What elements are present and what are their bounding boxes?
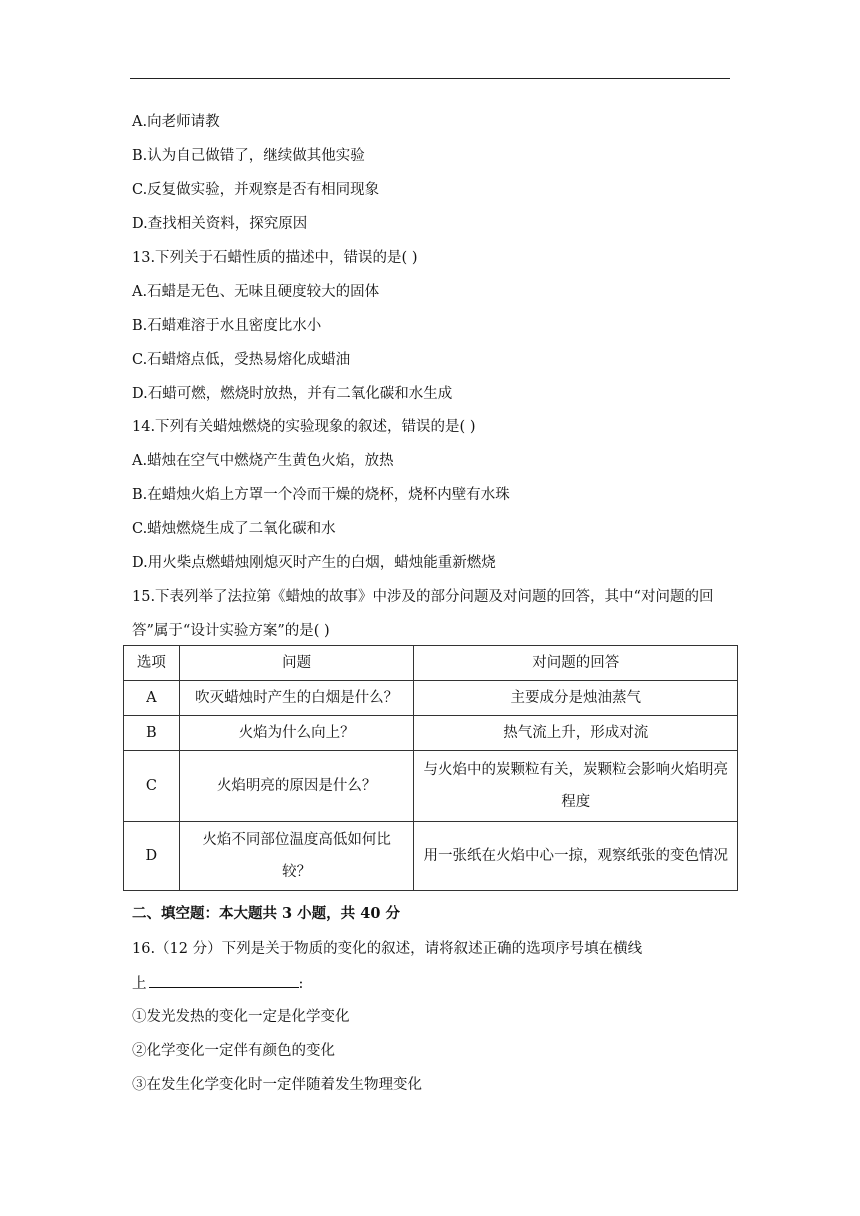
header-option: 选项 (124, 646, 180, 681)
q14-option-a: A.蜡烛在空气中燃烧产生黄色火焰，放热 (132, 453, 394, 469)
q16-item-3: ③在发生化学变化时一定伴随着发生物理变化 (132, 1077, 422, 1093)
q13-option-b: B.石蜡难溶于水且密度比水小 (132, 318, 322, 334)
row-option: A (124, 681, 180, 716)
q12-option-b: B.认为自己做错了，继续做其他实验 (132, 148, 365, 164)
row-option: B (124, 716, 180, 751)
q14-option-b: B.在蜡烛火焰上方罩一个冷而干燥的烧杯，烧杯内壁有水珠 (132, 487, 510, 503)
table-row (124, 822, 738, 891)
table-row (124, 751, 738, 822)
header-answer: 对问题的回答 (414, 646, 738, 681)
q13-stem: 13.下列关于石蜡性质的描述中，错误的是( ) (132, 250, 418, 266)
row-answer: 热气流上升，形成对流 (414, 716, 738, 751)
blank-suffix: : (298, 976, 304, 992)
q12-option-d: D.查找相关资料，探究原因 (132, 216, 308, 232)
row-option: D (124, 822, 180, 891)
question-line: 较？ (282, 864, 312, 880)
q16-item-2: ②化学变化一定伴有颜色的变化 (132, 1043, 335, 1059)
table-row (124, 681, 738, 716)
row-question: 火焰明亮的原因是什么？ (179, 751, 414, 822)
q12-option-a: A.向老师请教 (132, 114, 220, 130)
header-rule (130, 78, 730, 79)
row-answer: 用一张纸在火焰中心一掠，观察纸张的变色情况 (414, 822, 738, 891)
q15-stem-line1: 15.下表列举了法拉第《蜡烛的故事》中涉及的部分问题及对问题的回答，其中“对问题的回 (132, 589, 714, 605)
row-answer: 主要成分是烛油蒸气 (414, 681, 738, 716)
row-question: 吹灭蜡烛时产生的白烟是什么？ (179, 681, 414, 716)
header-question: 问题 (179, 646, 414, 681)
q15-stem-line2: 答”属于“设计实验方案”的是( ) (132, 623, 330, 639)
answer-line: 程度 (561, 794, 591, 810)
table-row (124, 716, 738, 751)
question-line: 火焰不同部位温度高低如何比 (202, 832, 391, 848)
blank-prefix: 上 (132, 976, 147, 992)
q14-option-d: D.用火柴点燃蜡烛刚熄灭时产生的白烟，蜡烛能重新燃烧 (132, 555, 496, 571)
q16-item-1: ①发光发热的变化一定是化学变化 (132, 1009, 350, 1025)
row-option: C (124, 751, 180, 822)
q13-option-c: C.石蜡熔点低，受热易熔化成蜡油 (132, 352, 351, 368)
row-answer (414, 751, 738, 822)
q13-option-a: A.石蜡是无色、无味且硬度较大的固体 (132, 284, 380, 300)
q14-option-c: C.蜡烛燃烧生成了二氧化碳和水 (132, 521, 336, 537)
answer-blank[interactable] (149, 973, 299, 988)
q13-option-d: D.石蜡可燃，燃烧时放热，并有二氧化碳和水生成 (132, 386, 453, 402)
table-header-row (124, 646, 738, 681)
q15-table (123, 645, 738, 891)
q16-stem: 16.（12 分）下列是关于物质的变化的叙述，请将叙述正确的选项序号填在横线 (132, 941, 643, 957)
q14-stem: 14.下列有关蜡烛燃烧的实验现象的叙述，错误的是( ) (132, 419, 476, 435)
q16-blank-line (132, 973, 303, 994)
section-title: 二、填空题：本大题共 3 小题，共 40 分 (132, 905, 400, 922)
answer-line: 与火焰中的炭颗粒有关，炭颗粒会影响火焰明亮 (423, 762, 728, 778)
row-question: 火焰为什么向上？ (179, 716, 414, 751)
row-question (179, 822, 414, 891)
q12-option-c: C.反复做实验，并观察是否有相同现象 (132, 182, 380, 198)
